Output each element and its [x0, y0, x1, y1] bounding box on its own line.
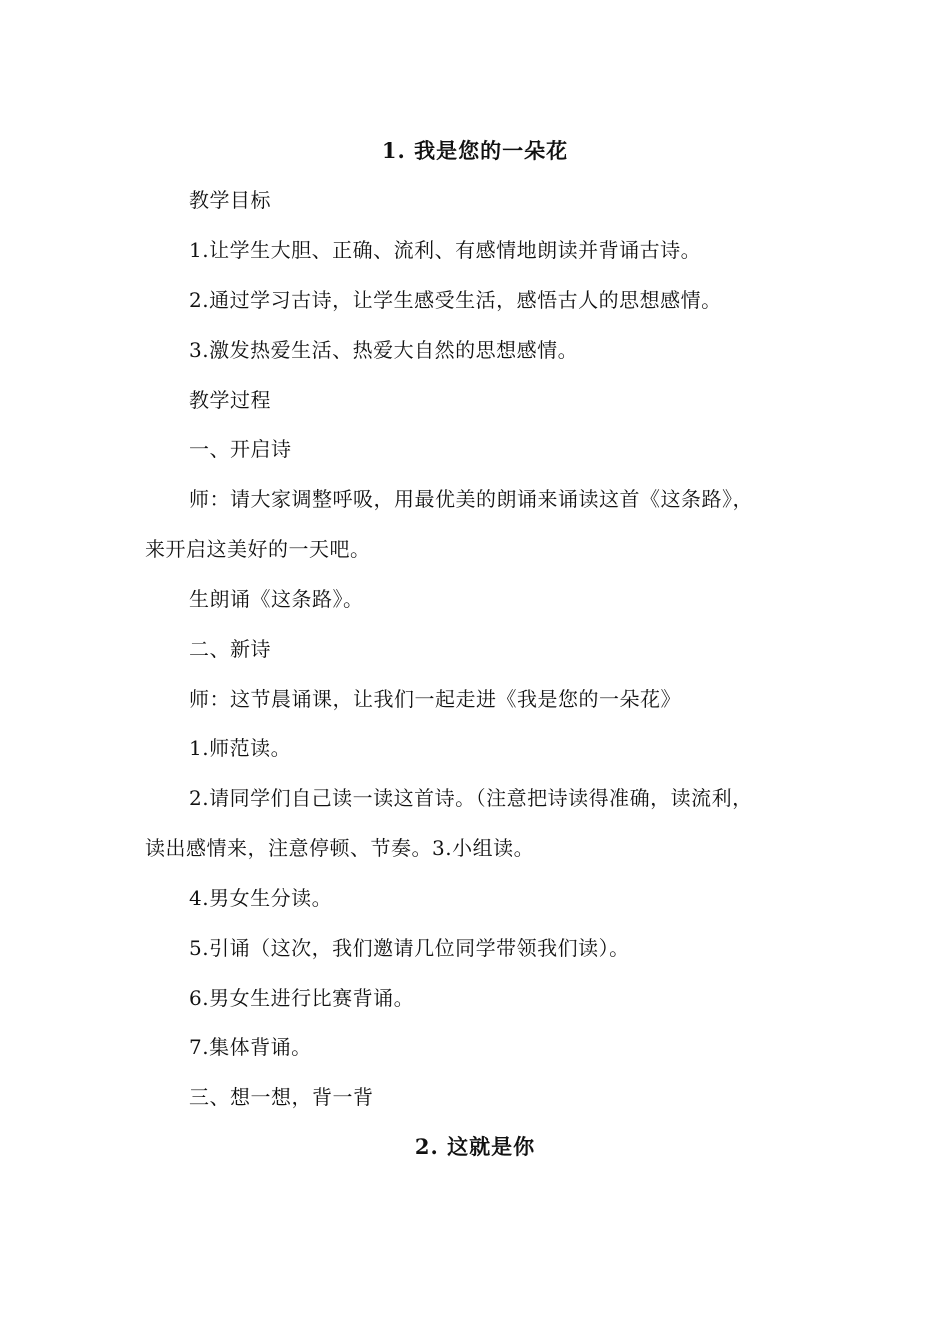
step-2-line-2: 读出感情来，注意停顿、节奏。3.小组读。 [145, 836, 535, 860]
goal-item-2: 2.通过学习古诗，让学生感受生活，感悟古人的思想感情。 [189, 288, 722, 312]
step-7: 7.集体背诵。 [189, 1035, 312, 1059]
section1-title: 1. 我是您的一朵花 [381, 138, 569, 163]
section2-title: 2. 这就是你 [414, 1134, 536, 1159]
goal-item-1: 1.让学生大胆、正确、流利、有感情地朗读并背诵古诗。 [189, 238, 702, 262]
part1-teacher-line-2: 来开启这美好的一天吧。 [145, 537, 371, 561]
part2-heading: 二、新诗 [189, 637, 271, 661]
goals-heading: 教学目标 [189, 188, 271, 212]
part2-teacher: 师：这节晨诵课，让我们一起走进《我是您的一朵花》 [189, 687, 681, 711]
step-2-line-1: 2.请同学们自己读一读这首诗。（注意把诗读得准确，读流利， [189, 786, 753, 810]
part1-students: 生朗诵《这条路》。 [189, 587, 364, 611]
part1-teacher-line-1: 师：请大家调整呼吸，用最优美的朗诵来诵读这首《这条路》， [189, 487, 753, 511]
part3-heading: 三、想一想，背一背 [189, 1085, 374, 1109]
step-4: 4.男女生分读。 [189, 886, 333, 910]
step-6: 6.男女生进行比赛背诵。 [189, 986, 415, 1010]
goal-item-3: 3.激发热爱生活、热爱大自然的思想感情。 [189, 338, 579, 362]
part1-heading: 一、开启诗 [189, 437, 292, 461]
process-heading: 教学过程 [189, 388, 271, 412]
step-1: 1.师范读。 [189, 736, 292, 760]
step-5: 5.引诵（这次，我们邀请几位同学带领我们读）。 [189, 936, 630, 960]
